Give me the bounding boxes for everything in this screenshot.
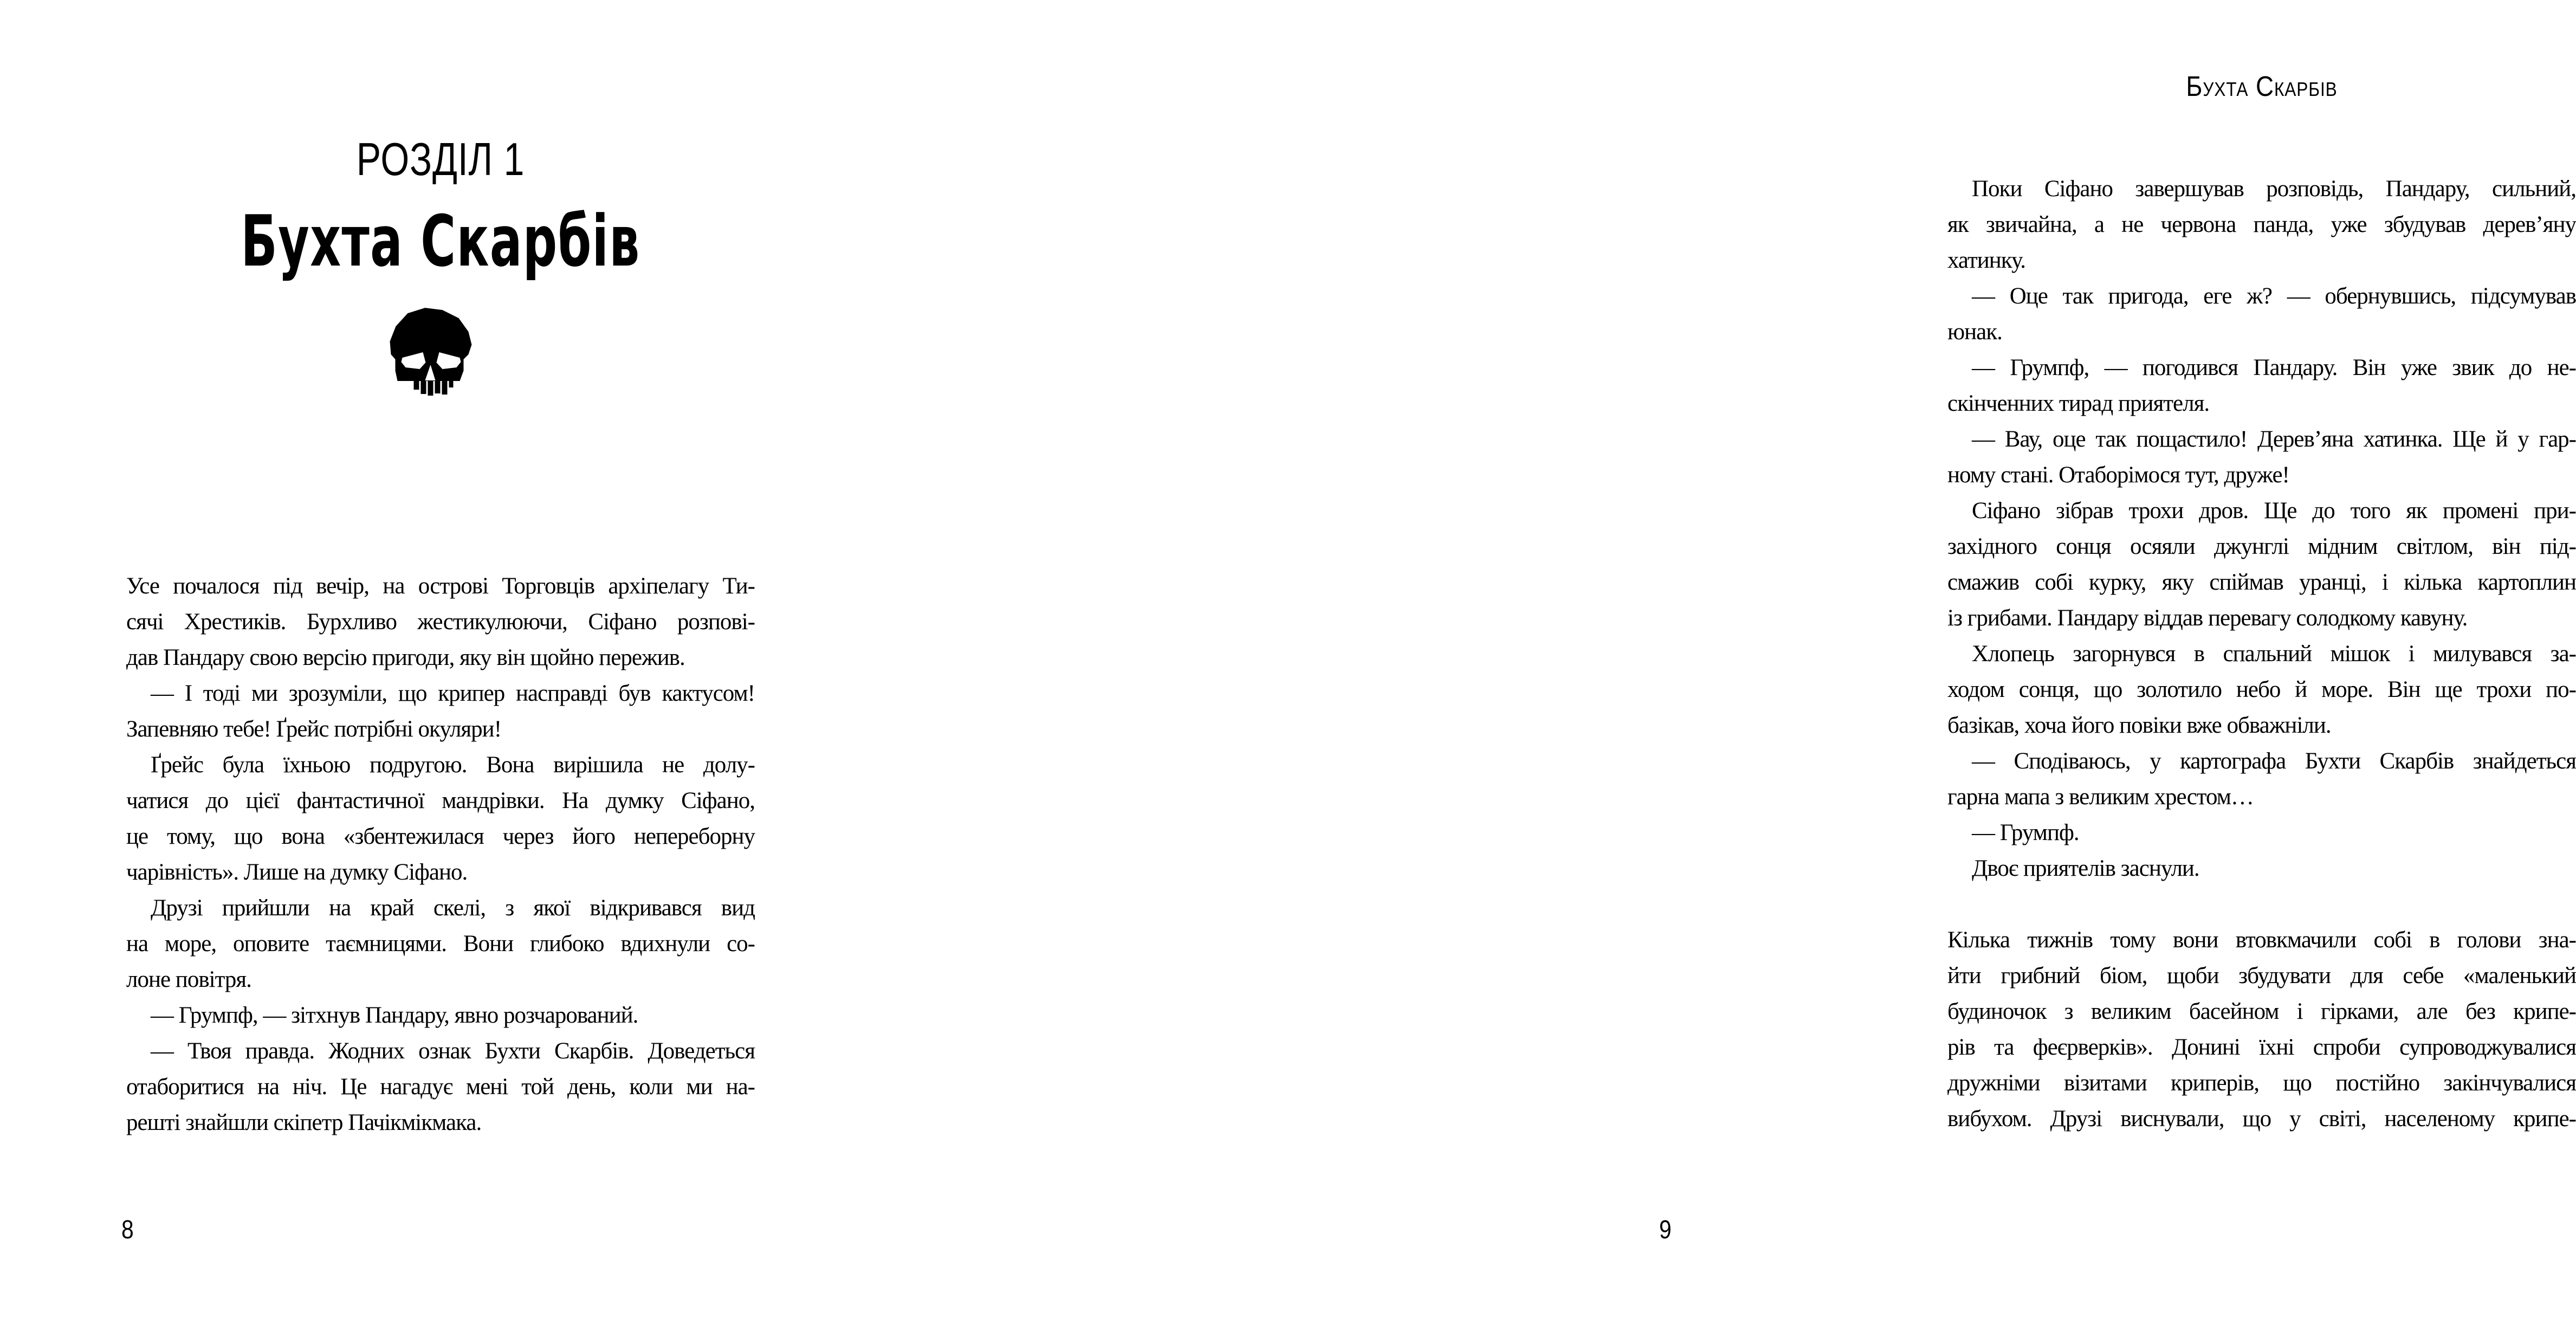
paragraph — [1947, 922, 2576, 1137]
paragraph — [1947, 744, 2576, 815]
body-line: решті знайшли скіпетр Пачікмікмака. — [126, 1110, 482, 1135]
paragraph — [1947, 422, 2576, 493]
body-line: Поки Сіфано завершував розповідь, Пандару, сильний, — [1972, 176, 2576, 202]
right-body-text — [1947, 171, 2576, 1137]
skull-icon — [389, 308, 473, 399]
page-number-right: 9 — [1659, 1216, 1672, 1244]
body-line: чатися до цієї фантастичної мандрівки. На думку Сіфано, — [126, 788, 755, 813]
body-line: ному стані. Отаборімося тут, друже! — [1947, 462, 2289, 488]
paragraph — [1947, 815, 2576, 851]
running-header: Бухта Скарбів — [2186, 71, 2338, 102]
body-line: Друзі прийшли на край скелі, з якої відкривався вид — [151, 895, 755, 921]
body-line: Хлопець загорнувся в спальний мішок і милувався за- — [1972, 641, 2576, 667]
chapter-number-label: РОЗДІЛ 1 — [356, 134, 525, 185]
paragraph — [126, 998, 755, 1033]
body-line: базікав, хоча його повіки вже обважніли. — [1947, 713, 2331, 738]
paragraph — [126, 676, 755, 747]
body-line: — Грумпф, — погодився Пандару. Він уже звик до не- — [1972, 355, 2576, 380]
body-line: як звичайна, а не червона панда, уже збудував дерев’яну — [1947, 212, 2576, 237]
paragraph — [1947, 171, 2576, 279]
body-line: ходом сонця, що золотило небо й море. Він ще трохи по- — [1947, 677, 2576, 702]
body-line: на море, оповите таємницями. Вони глибоко вдихнули со- — [126, 931, 755, 957]
body-line: скінченних тирад приятеля. — [1947, 391, 2210, 416]
body-line: отаборитися на ніч. Це нагадує мені той день, коли ми на- — [126, 1074, 755, 1100]
body-line: західного сонця осяяли джунглі мідним світлом, він під- — [1947, 534, 2576, 559]
body-line: юнак. — [1947, 319, 2002, 345]
body-line: йти грибний біом, щоби збудувати для себе «маленький — [1947, 963, 2576, 988]
body-line: це тому, що вона «збентежилася через його непереборну — [126, 824, 755, 849]
page-left — [0, 0, 896, 1344]
paragraph — [1947, 279, 2576, 350]
body-line: будиночок з великим басейном і гірками, але без крипе- — [1947, 999, 2576, 1024]
body-line: Двоє приятелів заснули. — [1972, 856, 2199, 881]
body-line: Ґрейс була їхньою подругою. Вона вирішила не долу- — [151, 752, 755, 778]
body-line: дружніми візитами криперів, що постійно закінчувалися — [1947, 1070, 2576, 1096]
body-line: сячі Хрестиків. Бурхливо жестикулюючи, Сіфано розпові- — [126, 609, 755, 635]
page-right — [896, 0, 2576, 1344]
body-line: — Грумпф. — [1972, 820, 2079, 845]
paragraph — [126, 1033, 755, 1141]
body-line: смажив собі курку, яку спіймав уранці, і кілька картоплин — [1947, 570, 2576, 595]
body-line: лоне повітря. — [126, 967, 251, 992]
paragraph — [1947, 851, 2576, 887]
body-line: дав Пандару свою версію пригоди, яку він щойно пережив. — [126, 645, 685, 670]
paragraph — [126, 568, 755, 676]
paragraph — [126, 747, 755, 890]
paragraph — [126, 890, 755, 998]
paragraph — [1947, 350, 2576, 422]
body-line: рів та феєрверків». Донині їхні спроби супроводжувалися — [1947, 1035, 2576, 1060]
left-body-text — [126, 568, 755, 1141]
body-line: — Сподіваюсь, у картографа Бухти Скарбів знайдеться — [1972, 748, 2576, 774]
body-line: Сіфано зібрав трохи дров. Ще до того як промені при- — [1972, 498, 2576, 524]
body-line: — Твоя правда. Жодних ознак Бухти Скарбів. Доведеться — [151, 1038, 755, 1064]
body-line: вибухом. Друзі виснували, що у світі, населеному крипе- — [1947, 1106, 2576, 1132]
body-line: Кілька тижнів тому вони втовкмачили собі в голови зна- — [1947, 927, 2576, 953]
body-line: — Грумпф, — зітхнув Пандару, явно розчарований. — [151, 1003, 638, 1028]
body-line: хатинку. — [1947, 248, 2025, 273]
body-line: — Оце так пригода, еге ж? — обернувшись, підсумував — [1972, 283, 2576, 309]
page-number-left: 8 — [121, 1216, 134, 1244]
paragraph — [1947, 636, 2576, 744]
body-line: із грибами. Пандару віддав перевагу солодкому кавуну. — [1947, 605, 2468, 631]
chapter-title: Бухта Скарбів — [241, 200, 640, 282]
body-line: Запевняю тебе! Ґрейс потрібні окуляри! — [126, 716, 502, 742]
body-line: Усе почалося під вечір, на острові Торговців архіпелагу Ти- — [126, 573, 755, 599]
body-line: гарна мапа з великим хрестом… — [1947, 784, 2254, 810]
body-line: — І тоді ми зрозуміли, що крипер насправді був кактусом! — [151, 681, 755, 706]
paragraph — [1947, 493, 2576, 636]
body-line: — Вау, оце так пощастило! Дерев’яна хатинка. Ще й у гар- — [1972, 427, 2576, 452]
body-line: чарівність». Лише на думку Сіфано. — [126, 860, 468, 885]
